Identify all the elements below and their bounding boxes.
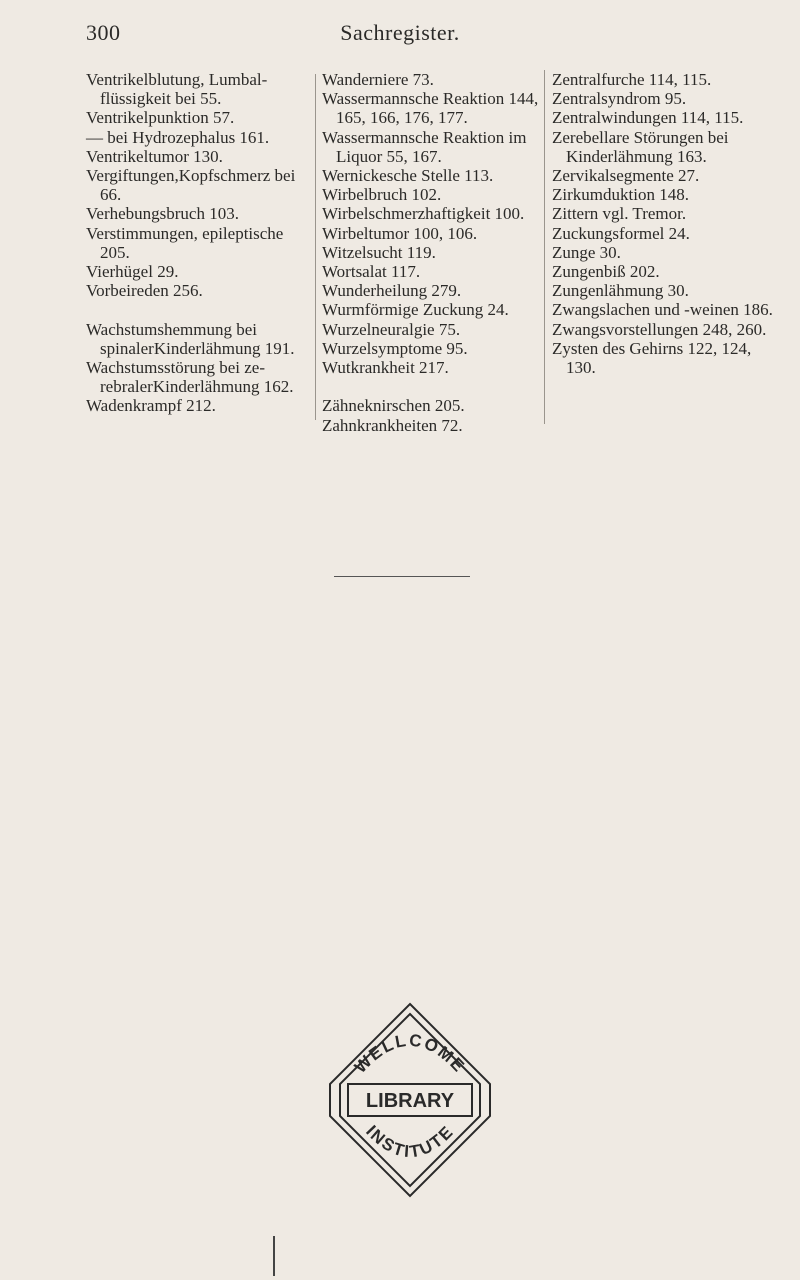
index-entry: Wassermannsche Reaktion im Liquor 55, 167. bbox=[322, 127, 527, 166]
index-entry: Zuckungsformel 24. bbox=[552, 223, 690, 243]
entry-gap bbox=[86, 300, 316, 319]
index-entry: Wortsalat 117. bbox=[322, 262, 421, 282]
index-entry: Wanderniere 73. bbox=[322, 70, 434, 89]
index-entry: Ventrikeltumor 130. bbox=[86, 146, 223, 166]
index-entry: Zungenbiß 202. bbox=[552, 262, 660, 282]
column-divider bbox=[544, 70, 545, 424]
index-entry: Zwangslachen und -weinen 186. bbox=[552, 300, 773, 320]
index-entry: Zittern vgl. Tremor. bbox=[552, 204, 687, 224]
stray-mark bbox=[272, 1236, 276, 1276]
index-entry: Zysten des Gehirns 122, 124, 130. bbox=[552, 338, 752, 378]
index-entry: Wernickesche Stelle 113. bbox=[322, 166, 494, 186]
index-entry: Zentralsyndrom 95. bbox=[552, 89, 687, 109]
index-entry: Wirbelschmerzhaftigkeit 100. bbox=[322, 204, 525, 224]
index-column-3 bbox=[552, 70, 776, 377]
index-entry: Vierhügel 29. bbox=[86, 262, 179, 282]
index-entry: Zahnkrankheiten 72. bbox=[322, 415, 463, 435]
library-stamp bbox=[320, 1000, 500, 1200]
index-entry: Zunge 30. bbox=[552, 242, 621, 262]
stamp-bottom-text: INSTITUTE bbox=[362, 1121, 458, 1162]
index-entry: Wurmförmige Zuckung 24. bbox=[322, 300, 509, 320]
column-divider bbox=[315, 74, 316, 420]
index-entry: Zungenlähmung 30. bbox=[552, 281, 689, 301]
svg-text:INSTITUTE bbox=[362, 1122, 458, 1162]
index-entry: — bei Hydrozephalus 161. bbox=[86, 127, 270, 147]
index-column-1 bbox=[86, 70, 316, 416]
index-entry: Wachstumsstörung bei zerebralerKinderlähmung 162. bbox=[86, 358, 294, 397]
index-entry: Wutkrankheit 217. bbox=[322, 358, 449, 378]
stamp-top-text: WELLCOME bbox=[350, 1030, 470, 1077]
index-entry: Zentralfurche 114, 115. bbox=[552, 70, 712, 89]
index-entry: Zentralwindungen 114, 115. bbox=[552, 108, 744, 128]
index-entry: Wachstumshemmung bei spinalerKinderlähmung 191. bbox=[86, 319, 295, 358]
stamp-center-text: LIBRARY bbox=[365, 1090, 455, 1112]
entry-gap bbox=[322, 377, 544, 396]
index-entry: Verhebungsbruch 103. bbox=[86, 204, 239, 224]
index-entry: Zähneknirschen 205. bbox=[322, 396, 465, 416]
index-entry: Witzelsucht 119. bbox=[322, 242, 436, 262]
index-entry: Wassermannsche Reaktion 144, 165, 166, 176, 177. bbox=[322, 89, 539, 128]
index-entry: Wadenkrampf 212. bbox=[86, 396, 216, 416]
index-entry: Ventrikelblutung, Lumbalflüssigkeit bei 55. bbox=[86, 70, 268, 109]
index-entry: Verstimmungen, epileptische 205. bbox=[86, 223, 284, 262]
svg-text:WELLCOME bbox=[351, 1031, 469, 1077]
index-entry: Zwangsvorstellungen 248, 260. bbox=[552, 319, 767, 339]
index-entry: Wirbeltumor 100, 106. bbox=[322, 223, 478, 243]
index-entry: Ventrikelpunktion 57. bbox=[86, 108, 235, 128]
index-entry: Vorbeireden 256. bbox=[86, 281, 203, 301]
index-entry: Zirkumduktion 148. bbox=[552, 185, 689, 205]
index-entry: Vergiftungen,Kopfschmerz bei 66. bbox=[86, 166, 296, 205]
page-header bbox=[0, 20, 800, 50]
index-entry: Zervikalsegmente 27. bbox=[552, 166, 700, 186]
index-entry: Wurzelneuralgie 75. bbox=[322, 319, 461, 339]
running-head: Sachregister. bbox=[340, 20, 460, 45]
index-column-2 bbox=[322, 70, 544, 435]
index-entry: Wirbelbruch 102. bbox=[322, 185, 442, 205]
index-entry: Wunderheilung 279. bbox=[322, 281, 462, 301]
index-entry: Wurzelsymptome 95. bbox=[322, 338, 468, 358]
index-entry: Zerebellare Störungen bei Kinderlähmung 163. bbox=[552, 127, 729, 166]
page-number: 300 bbox=[86, 20, 121, 45]
end-rule bbox=[334, 576, 470, 577]
